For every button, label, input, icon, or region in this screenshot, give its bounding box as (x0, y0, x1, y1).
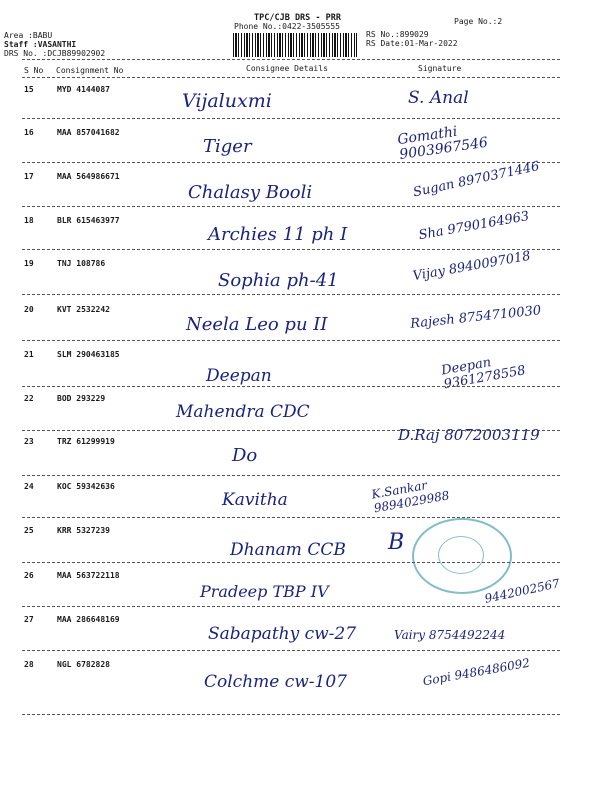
header-divider-top (22, 59, 560, 60)
row-signature: Vijay 8940097018 (411, 248, 532, 285)
row-signature: Deepan 9361278558 (440, 355, 527, 393)
col-sno: S No (24, 66, 44, 75)
row-sno: 28 (24, 660, 34, 669)
row-signature: D.Raj 8072003119 (398, 426, 540, 444)
company-stamp-emblem (438, 536, 484, 574)
row-divider (22, 386, 560, 387)
row-sno: 20 (24, 305, 34, 314)
row-signature: S. Anal (408, 88, 469, 108)
row-signature: K.Sankar 9894029988 (370, 478, 451, 516)
row-divider (22, 249, 560, 250)
row-consignment: TRZ 61299919 (57, 437, 115, 446)
area-label: Area :BABU (4, 31, 53, 40)
row-divider (22, 606, 560, 607)
row-divider (22, 562, 560, 563)
barcode (233, 33, 357, 57)
row-signature: Gomathi 9003967546 (396, 123, 489, 163)
row-consignee: Do (232, 445, 258, 466)
row-signature: Gopi 9486486092 (421, 655, 531, 689)
row-divider (22, 294, 560, 295)
row-sno: 15 (24, 85, 34, 94)
row-consignment: KRR 5327239 (57, 526, 110, 535)
row-consignee: Vijaluxmi (182, 90, 272, 112)
row-consignee: Archies 11 ph I (208, 224, 348, 245)
row-sno: 25 (24, 526, 34, 535)
rs-date: RS Date:01-Mar-2022 (366, 39, 458, 48)
row-divider (22, 118, 560, 119)
row-signature: B (388, 530, 405, 555)
row-sno: 22 (24, 394, 34, 403)
header-divider-bottom (22, 77, 560, 78)
row-signature: Rajesh 8754710030 (409, 303, 542, 332)
row-consignment: BOD 293229 (57, 394, 106, 403)
row-divider (22, 206, 560, 207)
row-consignee: Pradeep TBP IV (200, 582, 329, 601)
row-consignee: Neela Leo pu II (186, 314, 328, 335)
row-consignment: MAA 564986671 (57, 172, 120, 181)
row-sno: 17 (24, 172, 34, 181)
row-consignment: SLM 290463185 (57, 350, 120, 359)
row-divider (22, 162, 560, 163)
row-consignment: KOC 59342636 (57, 482, 115, 491)
col-consignee: Consignee Details (246, 64, 328, 73)
row-consignment: MAA 563722118 (57, 571, 120, 580)
row-consignment: MYD 4144087 (57, 85, 110, 94)
row-sno: 26 (24, 571, 34, 580)
row-sno: 27 (24, 615, 34, 624)
row-signature: 9442002567 (483, 576, 561, 606)
phone-number: Phone No.:0422-3505555 (234, 22, 340, 31)
row-sno: 19 (24, 259, 34, 268)
row-consignment: BLR 615463977 (57, 216, 120, 225)
row-sno: 24 (24, 482, 34, 491)
col-signature: Signature (418, 64, 462, 73)
row-sno: 16 (24, 128, 34, 137)
row-consignee: Mahendra CDC (176, 402, 310, 422)
row-consignee: Tiger (203, 136, 252, 157)
row-divider (22, 340, 560, 341)
row-divider (22, 650, 560, 651)
row-sno: 23 (24, 437, 34, 446)
row-divider (22, 517, 560, 518)
row-consignee: Sophia ph-41 (218, 270, 339, 291)
row-consignee: Colchme cw-107 (204, 672, 347, 692)
row-consignment: TNJ 108786 (57, 259, 106, 268)
row-consignee: Sabapathy cw-27 (208, 624, 357, 644)
row-consignee: Chalasy Booli (188, 182, 313, 203)
staff-label: Staff :VASANTHI (4, 40, 77, 49)
row-consignee: Deepan (206, 366, 272, 386)
row-consignment: MAA 857041682 (57, 128, 120, 137)
row-consignee: Kavitha (222, 490, 288, 510)
row-consignee: Dhanam CCB (230, 540, 346, 560)
drs-number: DRS No. :DCJB89902902 (4, 49, 106, 58)
page-number: Page No.:2 (454, 17, 503, 26)
rs-number: RS No.:899029 (366, 30, 429, 39)
document-title: TPC/CJB DRS - PRR (254, 13, 341, 23)
row-sno: 18 (24, 216, 34, 225)
row-signature: Vairy 8754492244 (394, 628, 506, 642)
row-signature: Sugan 8970371446 (411, 158, 541, 201)
row-signature: Sha 9790164963 (417, 208, 531, 244)
col-consignment: Consignment No (56, 66, 124, 75)
row-consignment: KVT 2532242 (57, 305, 110, 314)
row-consignment: MAA 286648169 (57, 615, 120, 624)
row-consignment: NGL 6782828 (57, 660, 110, 669)
row-sno: 21 (24, 350, 34, 359)
row-divider (22, 714, 560, 715)
